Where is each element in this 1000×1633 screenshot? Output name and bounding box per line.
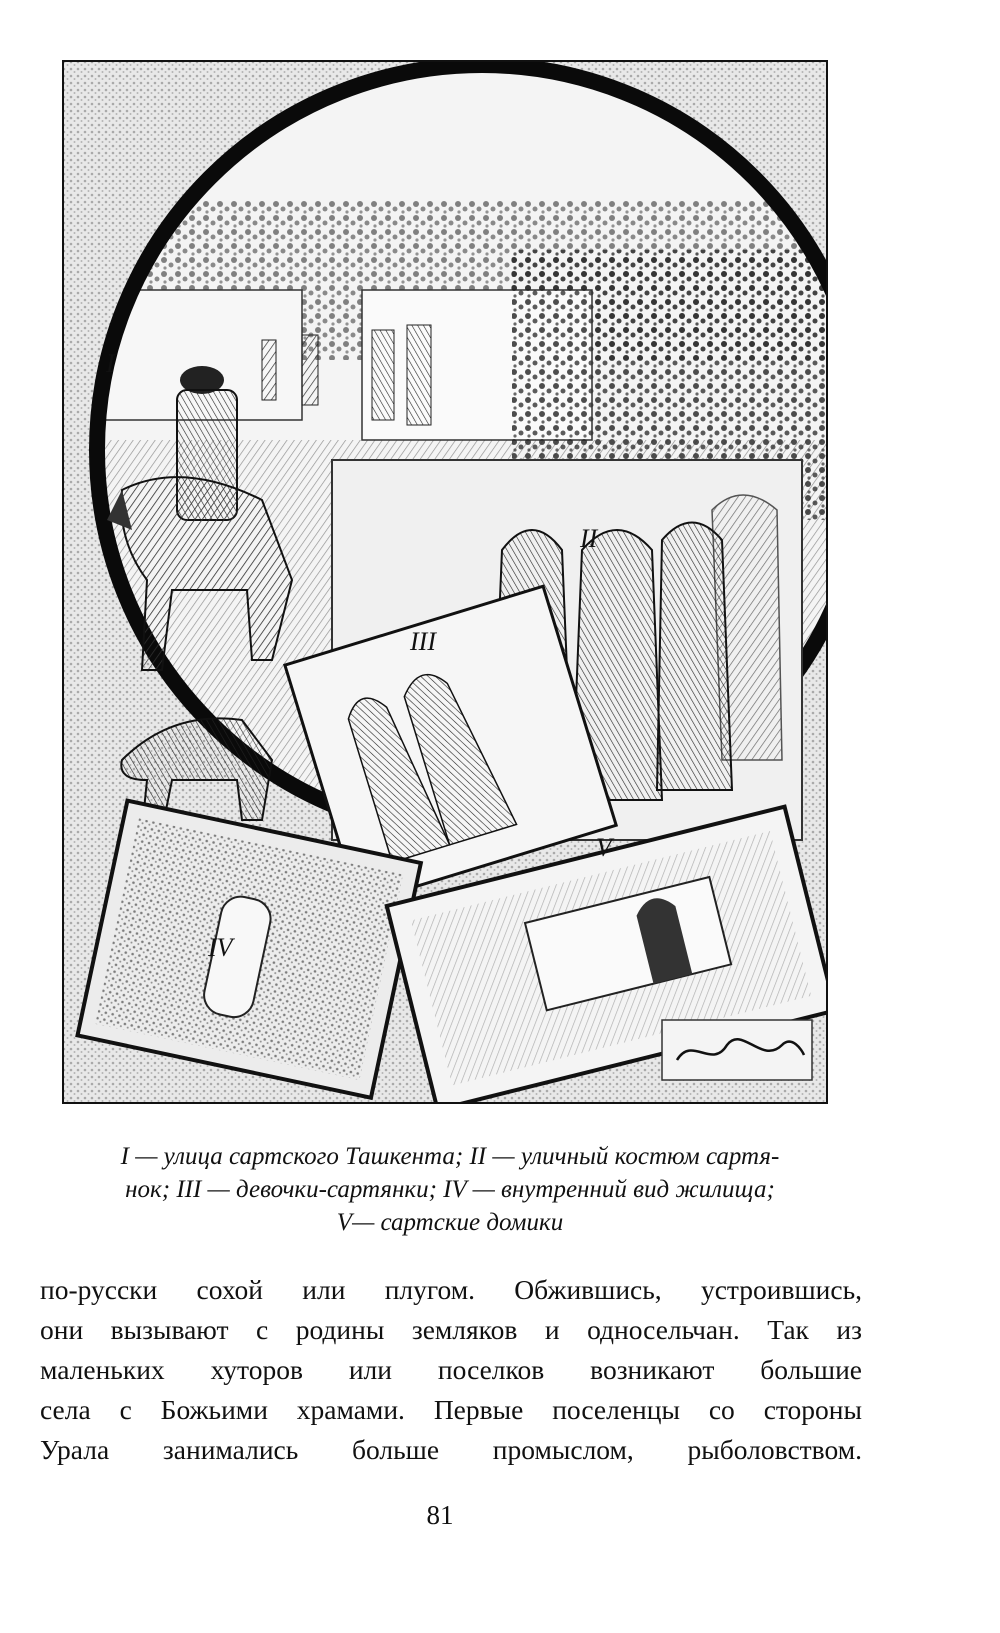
engraving-illustration (62, 60, 828, 1104)
body-line: Урала занимались больше промыслом, рыболовством. (40, 1434, 862, 1465)
page-number: 81 (426, 1500, 454, 1530)
body-line: по-русски сохой или плугом. Обжившись, устроившись, (40, 1274, 862, 1305)
body-paragraph (40, 1270, 862, 1470)
caption-line: нок; III — девочки-сартянки; IV — внутренний вид жилища; (125, 1176, 775, 1203)
body-line: маленьких хуторов или поселков возникают большие (40, 1354, 862, 1385)
artist-signature (662, 1020, 812, 1080)
body-line: они вызывают с родины земляков и односельчан. Так из (40, 1314, 862, 1345)
panel-label-v: V (596, 833, 612, 862)
caption-line: I — улица сартского Ташкента; II — уличный костюм сартя- (120, 1143, 780, 1170)
figure-caption (40, 1140, 860, 1239)
panel-label-ii: II (580, 524, 598, 553)
panel-label-iv: IV (208, 933, 233, 962)
body-line: села с Божьими храмами. Первые поселенцы со стороны (40, 1394, 862, 1425)
panel-label-iii: III (410, 627, 436, 656)
caption-line: V— сартские домики (336, 1209, 564, 1236)
panel-label-i: I (106, 349, 115, 378)
